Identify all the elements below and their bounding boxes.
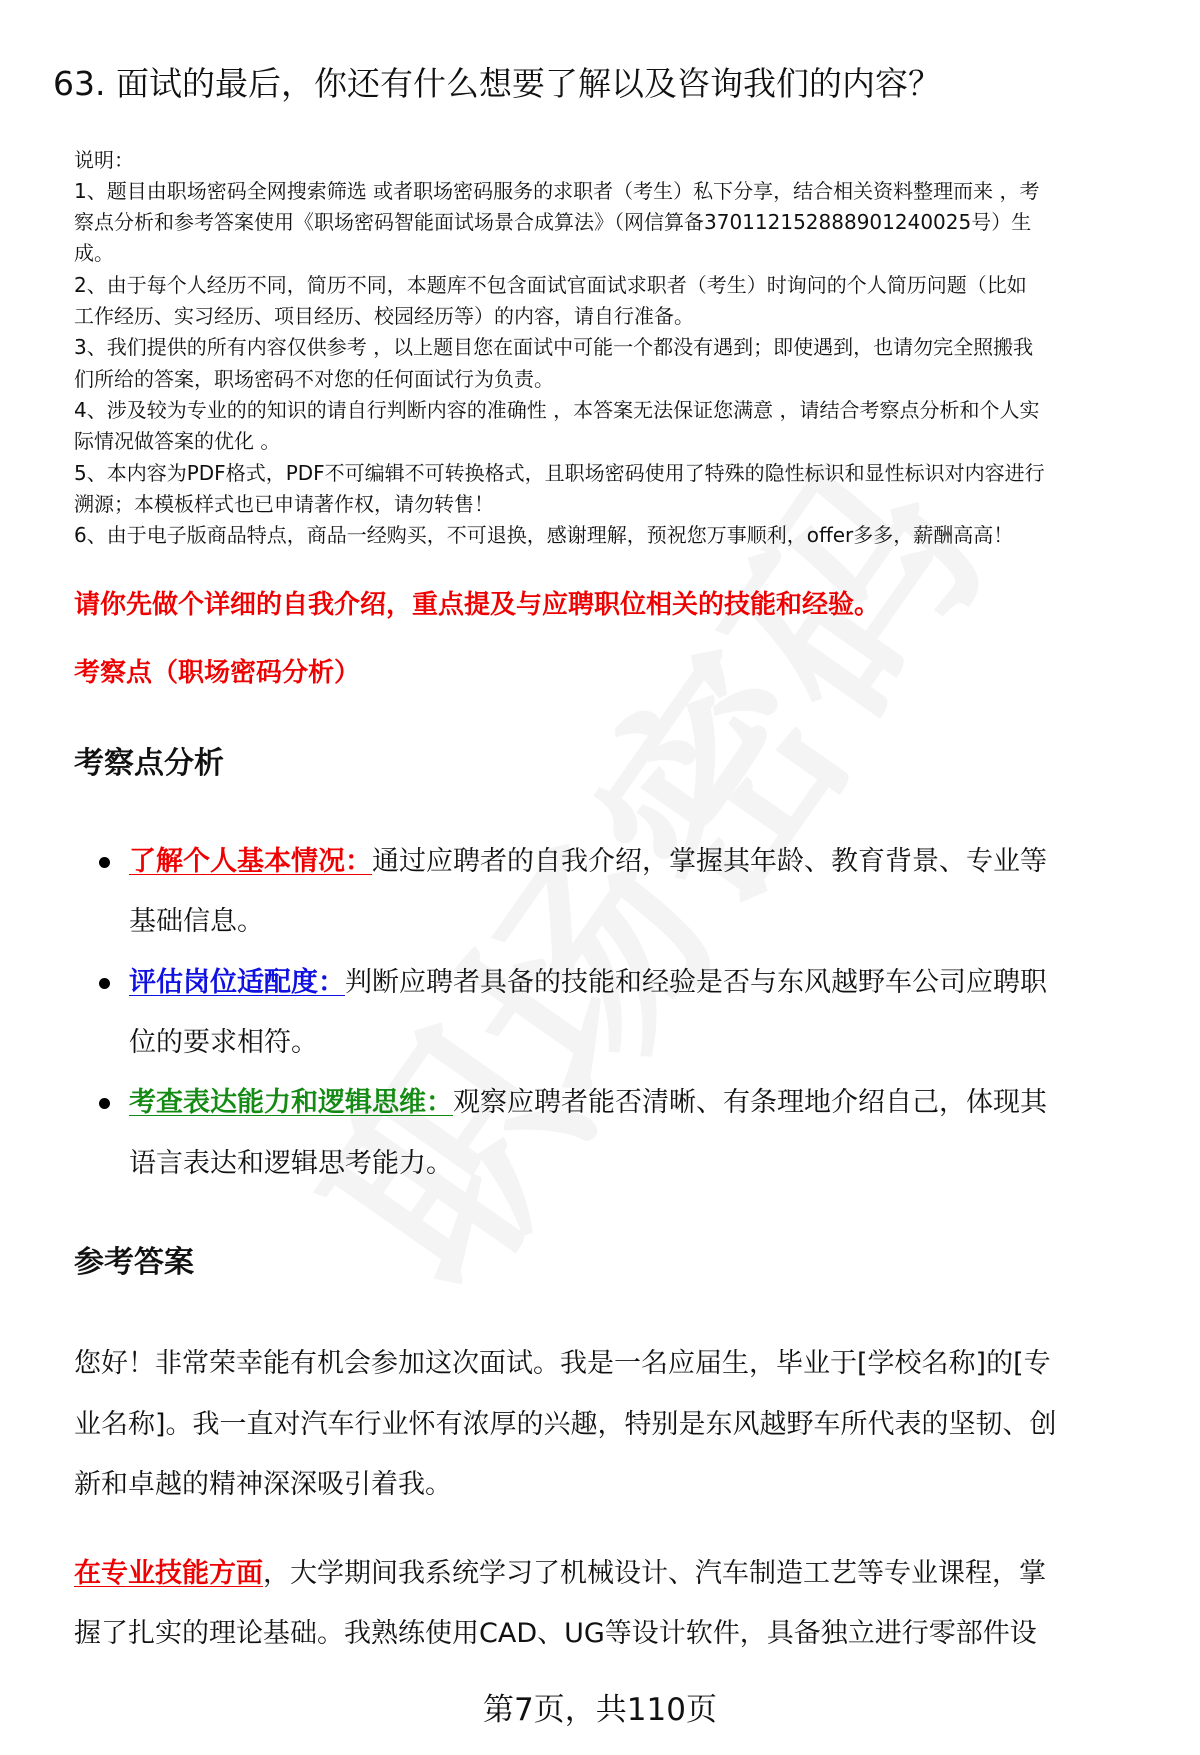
bullet-icon <box>99 1098 110 1109</box>
answer-highlight: 在专业技能方面 <box>74 1558 263 1589</box>
answer-line: 握了扎实的理论基础。我熟练使用CAD、UG等设计软件，具备独立进行零部件设 <box>74 1618 1037 1649</box>
answer-line <box>74 1554 1046 1594</box>
item-text-cont: 语言表达和逻辑思考能力。 <box>129 1148 453 1179</box>
answer-text: ，大学期间我系统学习了机械设计、汽车制造工艺等专业课程，掌 <box>263 1558 1046 1589</box>
answer-heading: 参考答案 <box>74 1245 194 1280</box>
item-text-cont: 基础信息。 <box>129 906 264 937</box>
note-line: 5、本内容为PDF格式，PDF不可编辑不可转换格式，且职场密码使用了特殊的隐性标识和显性标识对内容进行 <box>74 461 1045 485</box>
interview-question: 请你先做个详细的自我介绍，重点提及与应聘职位相关的技能和经验。 <box>74 590 881 620</box>
note-line: 说明： <box>74 148 134 172</box>
note-line: 3、我们提供的所有内容仅供参考 ，以上题目您在面试中可能一个都没有遇到；即使遇到，也请勿完全照搬我 <box>74 335 1034 359</box>
item-label: 考查表达能力和逻辑思维： <box>129 1087 453 1118</box>
note-line: 溯源；本模板样式也已申请著作权，请勿转售！ <box>74 492 494 516</box>
note-line: 2、由于每个人经历不同，简历不同，本题库不包含面试官面试求职者（考生）时询问的个人简历问题（比如 <box>74 273 1027 297</box>
note-line: 4、涉及较为专业的的知识的请自行判断内容的准确性 ，本答案无法保证您满意 ，请结合考察点分析和个人实 <box>74 398 1040 422</box>
item-text-cont: 位的要求相符。 <box>129 1027 318 1058</box>
bullet-icon <box>99 978 110 989</box>
note-line: 成。 <box>74 241 114 265</box>
item-text: 通过应聘者的自我介绍，掌握其年龄、教育背景、专业等 <box>372 846 1047 877</box>
item-text: 观察应聘者能否清晰、有条理地介绍自己，体现其 <box>453 1087 1047 1118</box>
bullet-icon <box>99 857 110 868</box>
page-number: 第7页，共110页 <box>483 1692 717 1728</box>
list-item <box>129 963 1047 1003</box>
note-line: 际情况做答案的优化 。 <box>74 429 281 453</box>
list-item <box>129 1083 1047 1123</box>
note-line: 6、由于电子版商品特点，商品一经购买，不可退换，感谢理解，预祝您万事顺利，offer多多，薪酬高高！ <box>74 523 1014 547</box>
answer-line: 业名称]。我一直对汽车行业怀有浓厚的兴趣，特别是东风越野车所代表的坚韧、创 <box>74 1409 1057 1440</box>
item-label: 了解个人基本情况： <box>129 846 372 877</box>
item-label: 评估岗位适配度： <box>129 967 345 998</box>
note-line: 察点分析和参考答案使用《职场密码智能面试场景合成算法》（网信算备370112152888901240025号）生 <box>74 210 1032 234</box>
list-item <box>129 842 1047 882</box>
analysis-heading: 考察点分析 <box>74 746 224 781</box>
note-line: 1、题目由职场密码全网搜索筛选 或者职场密码服务的求职者（考生）私下分享，结合相关资料整理而来 ，考 <box>74 179 1040 203</box>
answer-line: 您好！非常荣幸能有机会参加这次面试。我是一名应届生，毕业于[学校名称]的[专 <box>74 1348 1051 1379</box>
note-line: 工作经历、实习经历、项目经历、校园经历等）的内容，请自行准备。 <box>74 304 694 328</box>
analysis-label: 考察点（职场密码分析） <box>74 658 361 688</box>
note-line: 们所给的答案，职场密码不对您的任何面试行为负责。 <box>74 367 554 391</box>
item-text: 判断应聘者具备的技能和经验是否与东风越野车公司应聘职 <box>345 967 1047 998</box>
answer-line: 新和卓越的精神深深吸引着我。 <box>74 1469 452 1500</box>
question-title: 63. 面试的最后，你还有什么想要了解以及咨询我们的内容？ <box>53 64 941 103</box>
